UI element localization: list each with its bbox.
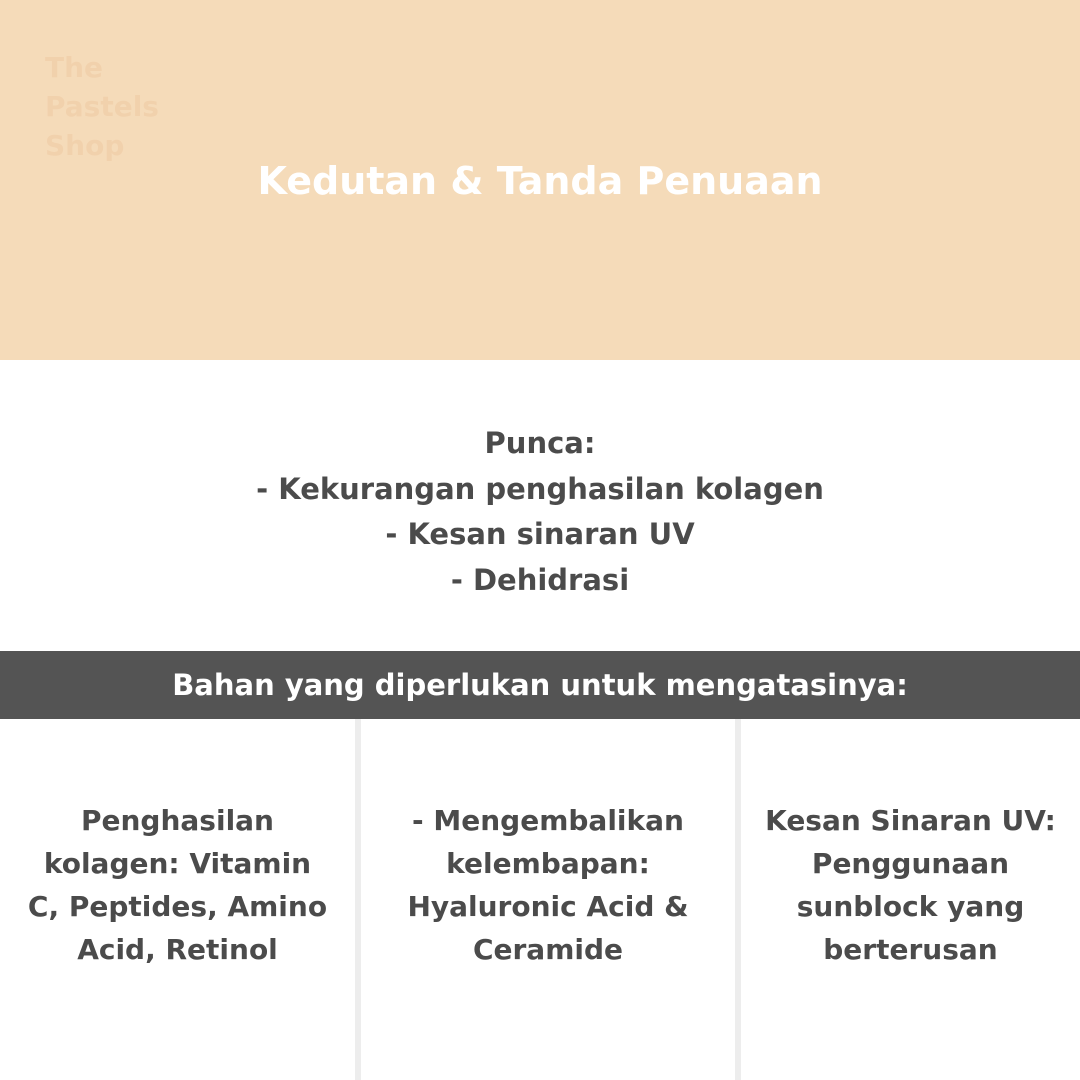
ingredient-text xyxy=(28,799,327,1080)
ingredient-line: Ceramide xyxy=(472,933,624,966)
ingredient-text xyxy=(765,799,1056,1080)
brand-line: The xyxy=(45,51,104,84)
ingredient-text xyxy=(407,799,688,1080)
causes-heading: Punca: xyxy=(484,426,596,460)
brand-line: Shop xyxy=(45,129,125,162)
brand-watermark xyxy=(45,48,159,165)
ingredient-line: Penggunaan xyxy=(811,847,1010,880)
ingredient-column-collagen xyxy=(0,719,355,1080)
page-title: Kedutan & Tanda Penuaan xyxy=(257,159,823,203)
ingredient-line: Kesan Sinaran UV: xyxy=(765,804,1056,837)
ingredient-line: sunblock yang xyxy=(796,890,1025,923)
cause-item: - Dehidrasi xyxy=(450,562,630,597)
ingredients-columns xyxy=(0,719,1080,1080)
ingredient-line: C, Peptides, Amino xyxy=(27,890,328,923)
header-banner xyxy=(0,0,1080,360)
ingredient-line: - Mengembalikan xyxy=(412,804,684,837)
ingredient-line: Penghasilan xyxy=(80,804,274,837)
causes-section xyxy=(0,421,1080,603)
cause-item: - Kekurangan penghasilan kolagen xyxy=(256,471,824,506)
ingredient-line: Hyaluronic Acid & xyxy=(407,890,689,923)
ingredients-heading: Bahan yang diperlukan untuk mengatasinya: xyxy=(172,668,908,702)
cause-item: - Kesan sinaran UV xyxy=(385,517,695,551)
ingredient-line: Acid, Retinol xyxy=(77,933,278,966)
ingredient-line: kelembapan: xyxy=(446,847,650,880)
ingredient-column-uv xyxy=(741,719,1080,1080)
ingredient-line: berterusan xyxy=(823,933,998,966)
ingredient-column-moisture xyxy=(361,719,735,1080)
brand-line: Pastels xyxy=(45,90,159,123)
ingredients-heading-band xyxy=(0,651,1080,719)
ingredient-line: kolagen: Vitamin xyxy=(43,847,312,880)
